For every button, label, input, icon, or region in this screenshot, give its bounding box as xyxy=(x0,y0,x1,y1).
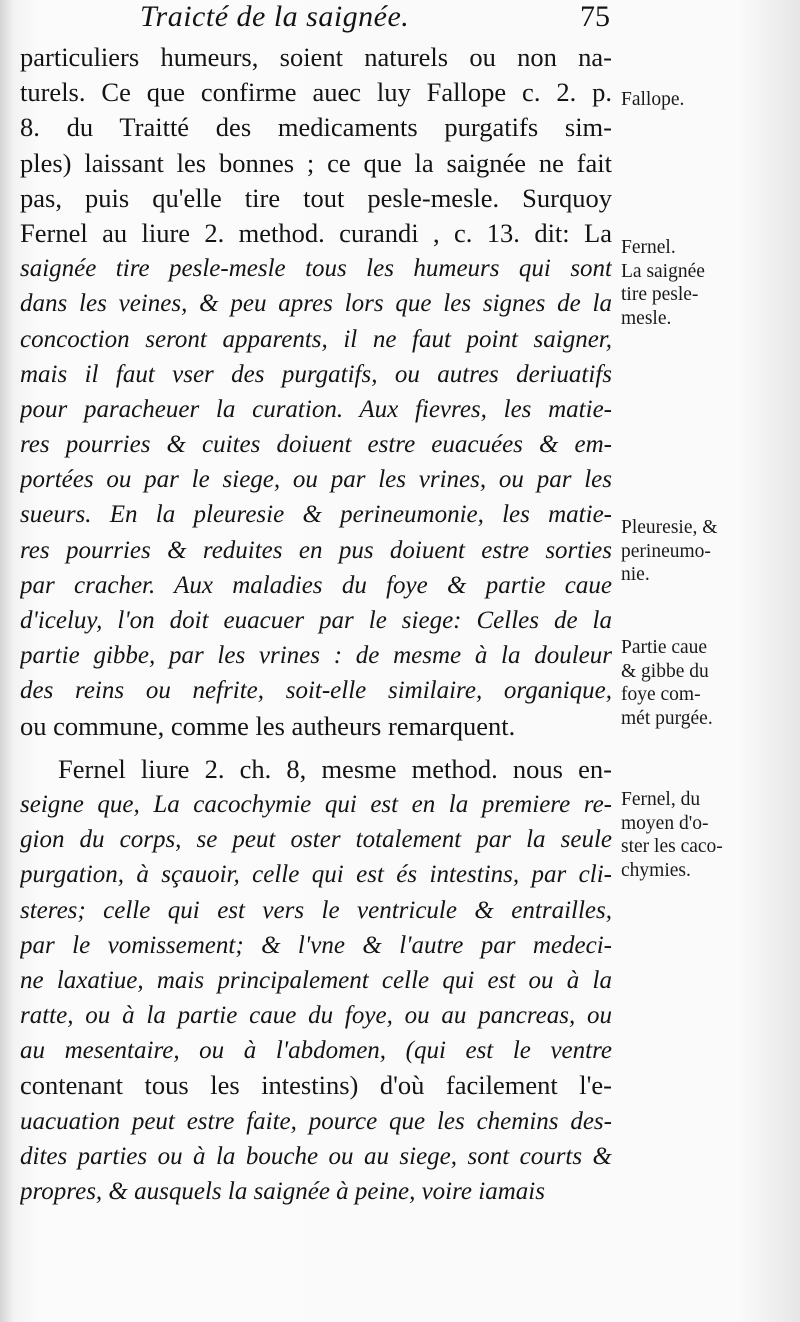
text-line: 8. du Traitté des medicaments purgatifs sim- xyxy=(20,112,612,143)
text-line: dans les veines, & peu apres lors que les signes de la xyxy=(20,290,612,318)
text-line: mais il faut vser des purgatifs, ou autres deriuatifs xyxy=(20,360,612,388)
text-line: portées ou par le siege, ou par les vrines, ou par les xyxy=(20,466,612,494)
page-header xyxy=(140,0,610,40)
text-line: ou commune, comme les autheurs remarquent. xyxy=(20,710,516,741)
text-line: steres; celle qui est vers le ventricule & entrailles, xyxy=(20,896,612,924)
text-line: ples) laissant les bonnes ; ce que la saignée ne fait xyxy=(20,147,612,178)
text-line: des reins ou nefrite, soit-elle similaire, organique, xyxy=(20,677,612,705)
margin-note-line: foye com- xyxy=(621,684,701,705)
text-line: res pourries & reduites en pus doiuent estre sorties xyxy=(20,536,612,564)
text-line: ne laxatiue, mais principalement celle qui est ou à la xyxy=(20,966,612,994)
text-line: au mesentaire, ou à l'abdomen, (qui est le ventre xyxy=(20,1037,612,1065)
page-number: 75 xyxy=(580,0,610,33)
text-line: pas, puis qu'elle tire tout pesle-mesle. Surquoy xyxy=(20,182,612,213)
text-line: res pourries & cuites doiuent estre euacuées & em- xyxy=(20,431,612,459)
text-line: ratte, ou à la partie caue du foye, ou au pancreas, ou xyxy=(20,1002,612,1030)
margin-note-fernel-saignee xyxy=(621,236,771,330)
margin-note-line: moyen d'o- xyxy=(621,812,709,834)
text-line: par le vomissement; & l'vne & l'autre par medeci- xyxy=(20,931,612,959)
margin-note-line: perineumo- xyxy=(621,540,711,562)
text-line: d'iceluy, l'on doit euacuer par le siege: Celles de la xyxy=(20,607,612,634)
margin-note-fernel-cacochymies xyxy=(621,788,771,882)
text-line: contenant tous les intestins) d'où facilement l'e- xyxy=(20,1070,612,1101)
text-line: seigne que, La cacochymie qui est en la premiere re- xyxy=(20,790,612,818)
text-line: par cracher. Aux maladies du foye & partie caue xyxy=(20,571,612,599)
text-line: uacuation peut estre faite, pource que les chemins des- xyxy=(20,1107,612,1135)
margin-note-line: La saignée xyxy=(621,260,705,282)
text-line: pour paracheuer la curation. Aux fievres, les matie- xyxy=(20,395,612,423)
text-line: purgation, à sçauoir, celle qui est és intestins, par cli- xyxy=(20,861,612,889)
text-line: particuliers humeurs, soient naturels ou non na- xyxy=(20,42,612,72)
margin-note-line: ster les caco- xyxy=(621,836,723,857)
margin-note-line: Fernel, du xyxy=(621,789,701,810)
paragraph xyxy=(20,752,612,1209)
text-line: gion du corps, se peut oster totalement par la seule xyxy=(20,826,612,854)
margin-note-fallope xyxy=(621,88,771,112)
margin-note-line: & gibbe du xyxy=(621,660,709,682)
text-line: Fernel au liure 2. method. curandi , c. 13. dit: La xyxy=(20,217,612,248)
margin-note-line: mesle. xyxy=(621,307,672,329)
text-line: dites parties ou à la bouche ou au siege, sont courts & xyxy=(20,1142,612,1170)
margin-note-partie-caue xyxy=(621,636,771,730)
margin-note-line: Fallope. xyxy=(621,89,685,110)
margin-note-line: Pleuresie, & xyxy=(621,517,718,538)
margin-note-line: nie. xyxy=(621,564,650,585)
text-line: concoction seront apparents, il ne faut point saigner, xyxy=(20,325,612,353)
margin-note-line: Fernel. xyxy=(621,237,676,258)
text-line: partie gibbe, par les vrines : de mesme à la douleur xyxy=(20,642,612,670)
margin-note-line: mét purgée. xyxy=(621,707,713,729)
text-line: Fernel liure 2. ch. 8, mesme method. nous en- xyxy=(58,753,612,784)
margin-note-pleuresie xyxy=(621,516,771,587)
margin-note-line: chymies. xyxy=(621,859,691,881)
margin-note-line: tire pesle- xyxy=(621,284,699,305)
text-line: saignée tire pesle-mesle tous les humeurs qui sont xyxy=(20,255,612,283)
text-line: propres, & ausquels la saignée à peine, voire iamais xyxy=(20,1178,545,1205)
paragraph xyxy=(20,40,612,744)
running-title: Traicté de la saignée. xyxy=(140,0,410,33)
margin-note-line: Partie caue xyxy=(621,637,708,658)
main-text xyxy=(20,40,612,1209)
text-line: turels. Ce que confirme auec luy Fallope c. 2. p. xyxy=(20,77,612,108)
text-line: sueurs. En la pleuresie & perineumonie, les matie- xyxy=(20,501,612,529)
